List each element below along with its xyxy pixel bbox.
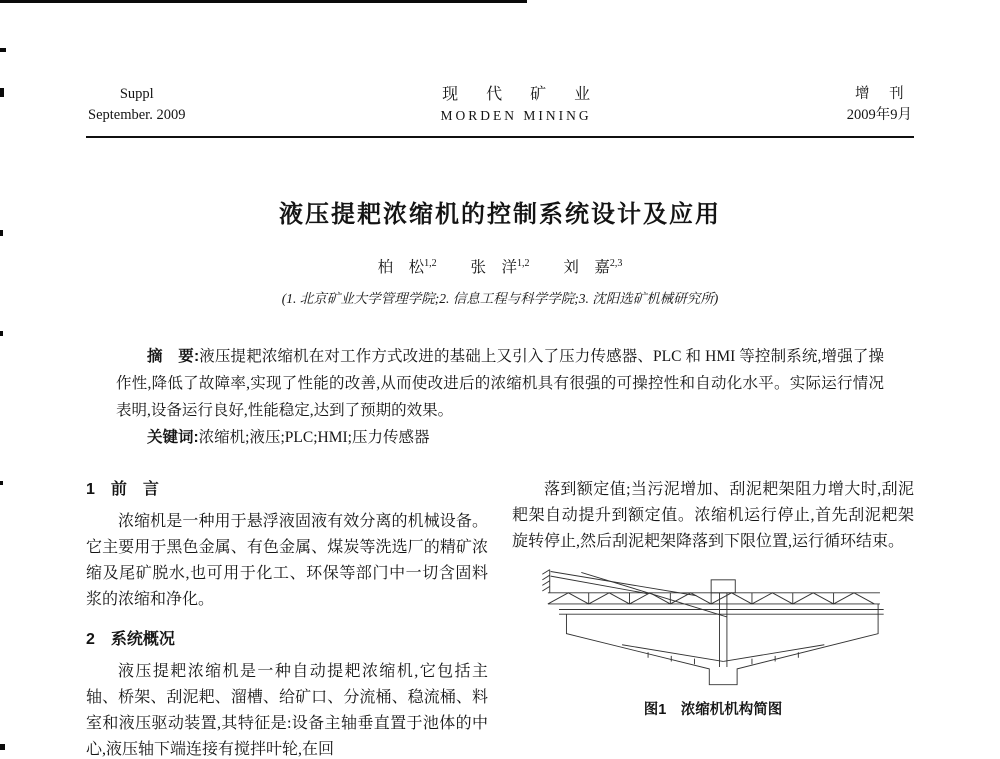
section-1-heading: 1 前 言 [86, 481, 159, 498]
keywords-text: 浓缩机;液压;PLC;HMI;压力传感器 [198, 429, 430, 446]
affiliation-line: (1. 北京矿业大学管理学院;2. 信息工程与科学学院;3. 沈阳选矿机械研究所) [281, 291, 719, 306]
body-columns [86, 477, 914, 759]
author-affiliation-sup: 1,2 [424, 257, 437, 269]
supplement-label-cn: 增 刊 [855, 86, 912, 102]
abstract-label: 摘 要: [147, 348, 200, 365]
author-name: 刘 嘉 [563, 259, 610, 276]
section-2-heading: 2 系统概况 [86, 631, 175, 648]
author-name: 柏 松 [377, 259, 425, 276]
author [563, 259, 622, 276]
journal-date-block [847, 84, 912, 126]
author-affiliation-sup: 2,3 [609, 257, 623, 269]
journal-issue-date-cn: 2009年9月 [846, 107, 912, 123]
scan-artifact-speck [0, 331, 3, 336]
author [470, 259, 529, 276]
journal-header [0, 0, 1000, 126]
header-rule [86, 136, 914, 138]
author-name: 张 洋 [470, 259, 517, 276]
abstract-text: 液压提耙浓缩机在对工作方式改进的基础上又引入了压力传感器、PLC 和 HMI 等控制系统,增强了操作性,降低了故障率,实现了性能的改善,从而使改进后的浓缩机具有很强的可操控性和自动化水平。实际运行情况表明,设备运行良好,性能稳定,达到了预期的效果。 [116, 348, 884, 419]
right-column-paragraph: 落到额定值;当污泥增加、刮泥耙架阻力增大时,刮泥耙架自动提升到额定值。浓缩机运行停止,首先刮泥耙架旋转停止,然后刮泥耙架降落到下限位置,运行循环结束。 [512, 481, 914, 550]
abstract-paragraph [116, 343, 884, 424]
scan-artifact-speck [0, 88, 4, 97]
journal-name-en: MORDEN MINING [440, 108, 592, 123]
left-column [86, 477, 488, 759]
author-affiliation-sup: 1,2 [517, 257, 530, 269]
scan-artifact-speck [0, 481, 3, 485]
section-1-paragraph: 浓缩机是一种用于悬浮液固液有效分离的机械设备。它主要用于黑色金属、有色金属、煤炭等洗选厂的精矿浓缩及尾矿脱水,也可用于化工、环保等部门中一切含固料浆的浓缩和净化。 [86, 513, 488, 608]
keywords-label: 关键词: [147, 429, 199, 446]
right-column [512, 477, 914, 759]
thickener-diagram [512, 565, 914, 693]
figure-1 [512, 565, 914, 723]
journal-issue-date-en: September. 2009 [88, 107, 186, 123]
journal-name-block [430, 84, 602, 126]
keywords-line [116, 424, 884, 451]
journal-issue-block [88, 84, 185, 126]
journal-issue-label: Suppl [119, 86, 154, 102]
scan-artifact-speck [0, 48, 6, 52]
scan-artifact-speck [0, 744, 5, 750]
author [378, 259, 437, 276]
paper-title: 液压提耙浓缩机的控制系统设计及应用 [279, 202, 721, 228]
scan-artifact-top-line [0, 0, 527, 3]
abstract-block [116, 343, 884, 451]
author-line [0, 255, 1000, 277]
journal-name-cn: 现 代 矿 业 [442, 86, 603, 103]
figure-1-caption: 图1 浓缩机机构简图 [643, 702, 783, 718]
section-2-paragraph: 液压提耙浓缩机是一种自动提耙浓缩机,它包括主轴、桥架、刮泥耙、溜槽、给矿口、分流桶、稳流桶、料室和液压驱动装置,其特征是:设备主轴垂直置于池体的中心,液压轴下端连接有搅拌叶轮,在回 [86, 663, 488, 758]
scan-artifact-speck [0, 230, 3, 236]
